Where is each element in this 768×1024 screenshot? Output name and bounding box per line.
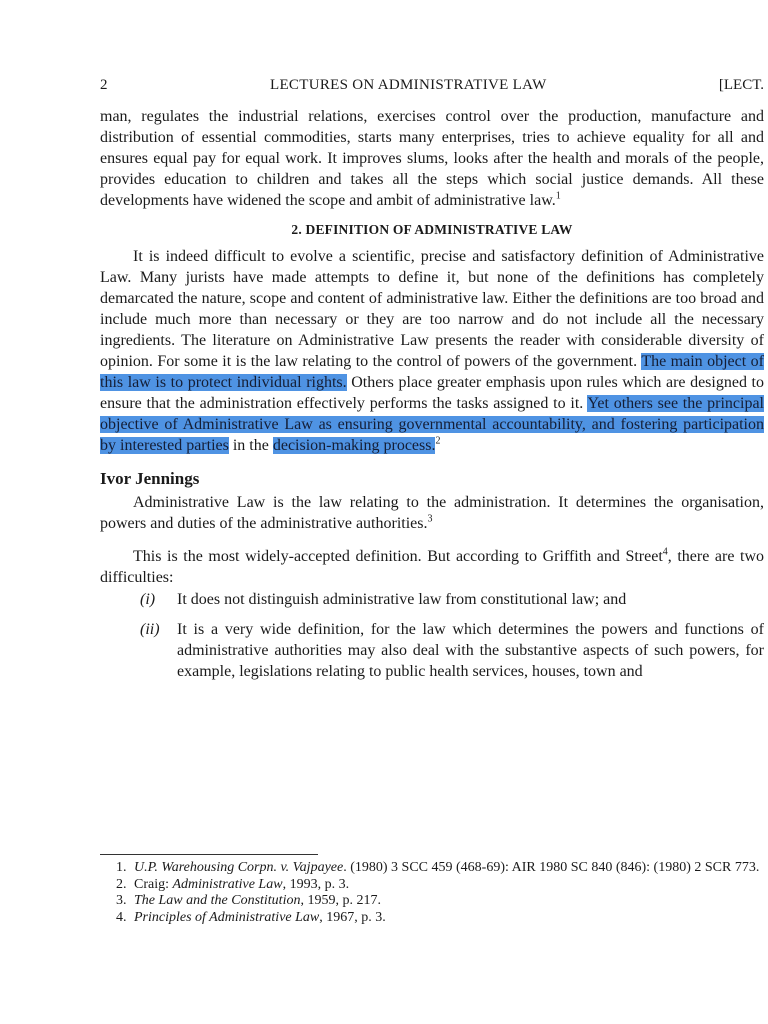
footnote xyxy=(116,910,764,927)
intro-paragraph xyxy=(100,106,764,211)
footnote xyxy=(116,893,764,910)
highlighted-text[interactable]: Yet others see the principal objective of Administrative Law as ensuring governmental accountability, and fostering participation by interested parties xyxy=(100,395,764,454)
definition-text: It is indeed difficult to evolve a scientific, precise and satisfactory definition of Administrative Law. Many jurists have made attempts to define it, but none of the definitions has completely demarcated the nature, scope and content of administrative law. Either the definitions are too broad and include much more than necessary or they are too narrow and do not include all the necessary ingredients. The literature on Administrative Law presents the reader with considerable diversity of opinion. For some it is the law relating to the control of powers of the government. xyxy=(100,248,764,370)
griffith-text: , there are two difficulties: xyxy=(100,548,765,586)
footnote-number: 1. xyxy=(116,860,127,875)
page-number: 2 xyxy=(100,77,108,93)
footnote-number: 4. xyxy=(116,909,127,925)
list-number: (ii) xyxy=(140,621,160,638)
running-header xyxy=(100,77,764,99)
book-title: The Law and the Constitution xyxy=(134,893,301,908)
griffith-paragraph xyxy=(100,546,764,588)
footnote-citation: , 1967, p. 3. xyxy=(319,909,386,925)
list-text: It is a very wide definition, for the law which determines the powers and functions of administrative authorities may also deal with the substantive aspects of such powers, for example, legislations relating to public health services, houses, town and xyxy=(177,621,764,680)
footnote-author: Craig: xyxy=(134,876,173,892)
list-number: (i) xyxy=(140,591,156,608)
footnotes xyxy=(116,860,764,926)
footnote-ref[interactable]: 2 xyxy=(435,435,441,447)
griffith-text: This is the most widely-accepted definition. But according to Griffith and Street xyxy=(133,548,663,565)
highlighted-text[interactable]: The main object of this law is to protect individual rights. xyxy=(100,353,765,391)
list-item xyxy=(100,619,764,682)
footnote-citation: , 1993, p. 3. xyxy=(282,876,350,892)
book-title: Principles of Administrative Law xyxy=(134,909,320,925)
footnote-number: 2. xyxy=(116,876,127,892)
section-heading: 2. DEFINITION OF ADMINISTRATIVE LAW xyxy=(291,222,573,237)
footnote-ref[interactable]: 1 xyxy=(555,190,561,202)
footnote-ref[interactable]: 3 xyxy=(427,513,433,525)
book-title: Administrative Law xyxy=(172,876,283,892)
list-text: It does not distinguish administrative law from constitutional law; and xyxy=(177,591,627,608)
running-title: LECTURES ON ADMINISTRATIVE LAW xyxy=(270,77,547,93)
lecture-mark: [LECT. xyxy=(718,77,764,93)
list-item xyxy=(100,589,764,610)
footnote xyxy=(116,877,764,894)
jennings-text: Administrative Law is the law relating to the administration. It determines the organisation, powers and duties of the administrative authorities. xyxy=(100,494,764,532)
footnote-number: 3. xyxy=(116,893,127,908)
definition-paragraph xyxy=(100,246,764,456)
definition-text: in the xyxy=(228,437,273,454)
footnote-divider xyxy=(100,854,318,855)
footnote-ref[interactable]: 4 xyxy=(662,546,668,558)
definition-text: Others place greater emphasis upon rules which are designed to ensure that the administration effectively performs the tasks assigned to it. xyxy=(100,374,764,412)
footnote-citation: , 1959, p. 217. xyxy=(300,893,381,908)
jennings-definition xyxy=(100,492,764,534)
subheading-ivor-jennings: Ivor Jennings xyxy=(100,469,200,488)
main-text xyxy=(100,106,764,682)
case-name: U.P. Warehousing Corpn. v. Vajpayee xyxy=(134,860,344,875)
footnote-citation: . (1980) 3 SCC 459 (468-69): AIR 1980 SC 840 (846): (1980) 2 SCR 773. xyxy=(343,860,760,875)
intro-text: man, regulates the industrial relations, exercises control over the production, manufacture and distribution of essential commodities, starts many enterprises, tries to achieve equality for all and ensures equal pay for equal work. It improves slums, looks after the health and morals of the people, provides education to children and takes all the steps which social justice demands. All these developments have widened the scope and ambit of administrative law. xyxy=(100,108,764,209)
footnote xyxy=(116,860,764,877)
highlighted-text[interactable]: decision-making process. xyxy=(272,437,436,454)
